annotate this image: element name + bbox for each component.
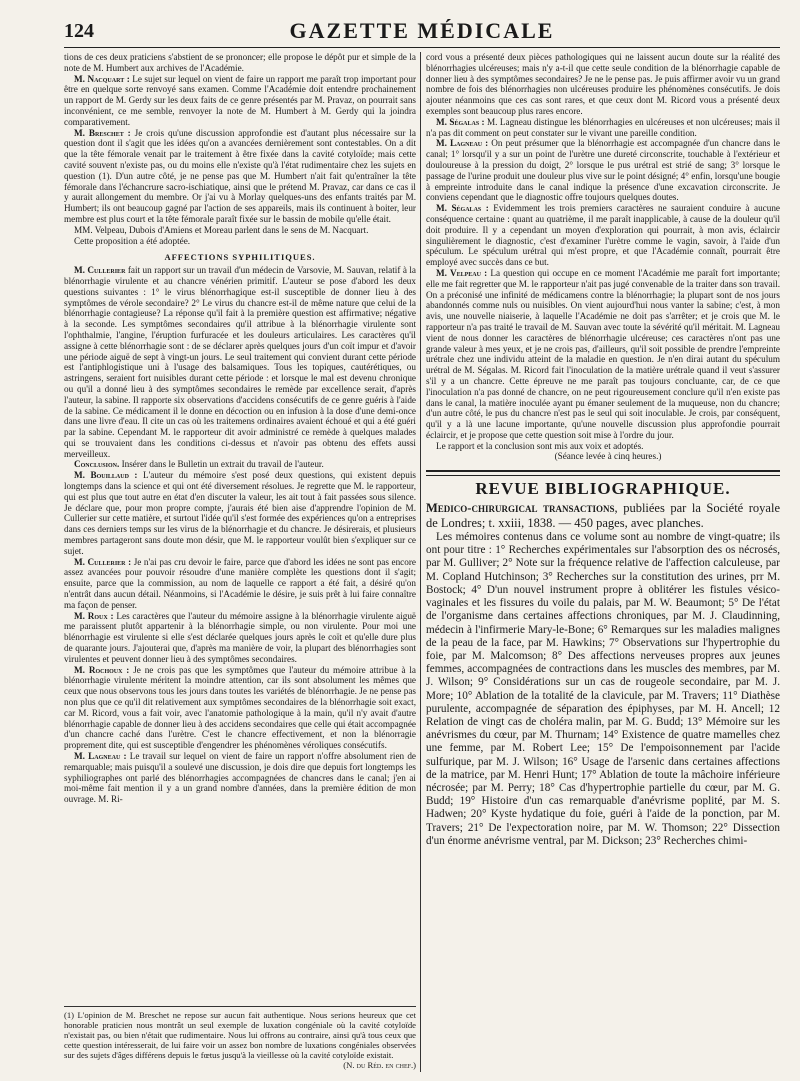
- paragraph: M. Ségalas : Evidemment les trois premiers caractères ne sauraient conduire à aucune conséquence certaine : quant au quatrième, il me paraît inapplicable, à cause de la douleur qu'il doit produire. Il y a cependant un moyen d'exploration qui pourrait, à mon avis, éclaircir singulièrement le diagnostic, c'est d'examiner l'urètre comme le vagin, savoir, à l'aide d'un spéculum. Le spéculum urétral qui m'est propre, et que l'Académie connaît, pourrait être employé avec succès dans ce but.: [426, 203, 780, 268]
- left-column: [64, 52, 416, 1006]
- paragraph: M. Lagneau : On peut présumer que la blénorrhagie est accompagnée d'un chancre dans le canal; 1° lorsqu'il y a sur un point de l'urètre une dureté circonscrite, touchable à l'extérieur et douloureuse à la pression du doigt, 2° lorsque le pus urétral est strié de sang; 3° lorsque le passage de l'urine produit une douleur plus vive sur le point désigné; 4° enfin, lorsqu'une bougie à empreinte introduite dans le canal indique la présence d'une excavation circonscrite. Je conviens cependant que le diagnostic offre toujours quelques doutes.: [426, 138, 780, 203]
- section-heading: AFFECTIONS SYPHILITIQUES.: [164, 252, 316, 263]
- column-divider: [420, 52, 421, 1072]
- revue-body: Les mémoires contenus dans ce volume sont au nombre de vingt-quatre; ils ont pour titre : 1° Recherches expérimentales sur l'absorption des os nécrosés, par M. Gulliver; 2° Note sur la fréquence relative de l'affection calculeuse, par M. Copland Hutchinson; 3° Recherches sur la constitution des urines, prr M. Bostock; 4° D'un nouvel instrument propre à oblitérer les fistules vésico-vaginales et les fissures du voile du palais, par M. W. Beaumont; 5° De l'état de l'organisme dans certaines affections chroniques, par M. J. Claudinning, médecin à l'infirmerie Mary-le-Bone; 6° Remarques sur les maladies malignes de la peau de la face, par M. Hawkins; 7° Observations sur l'hypertrophie du foie, par M. Malcomson; 8° Des affections nerveuses propres aux jeunes femmes, accompagnées de contractions dans les muscles des membres, par M. J. Wilson; 9° Considérations sur un cas de rougeole secondaire, par M. J. More; 10° Ablation de la totalité de la clavicule, par M. Travers; 11° Diathèse purulente, accompagnée de séparation des épiphyses, par M. H. Ancell; 12 Relation de vingt cas de choléra malin, par M. G. Budd; 13° Mémoire sur les anévrismes du cœur, par M. Thurnam; 14° Existence de quatre mamelles chez une femme, par M. Robert Lee; 15° De l'empoisonnement par l'acide sulfurique, par M. J. Wilson; 16° Usage de l'arsenic dans certaines affections de la matrice, par M. Henri Hunt; 17° Ablation de toute la mâchoire inférieure nécrosée; par M. Perry; 18° Cas d'hypertrophie partielle du cœur, par M. G. Budd; 19° Histoire d'un cas remarquable d'anévrisme poplité, par M. S. Hadwen; 20° Kyste hydatique du foie, guéri à l'aide de la ponction, par M. Travers; 21° De l'expectoration noire, par M. W. Thomson; 22° Dissection d'un énorme anévrisme ventral, par M. Dickson; 23° Recherches chimi-: [426, 531, 780, 847]
- paragraph: M. Rochoux : Je ne crois pas que les symptômes que l'auteur du mémoire attribue à la blénorrhagie virulente méritent la moindre attention, car ils sont absolument les mêmes que ceux que nous observons tous les jours dans toutes les variétés de blénorrhagie. Je ne pense pas non plus que ce qu'il dit relativement aux symptômes secondaires de la blénorrhagie soit exact, car M. Ricord, vous a fait voir, avec l'anatomie pathologique à la main, qu'il n'y avait d'autre blénorrhagie capable de donner lieu à des accidens secondaires que celle qui était accompagnée d'un chancre caché dans l'urètre. C'est le chancre effectivement, et non la blénorragie proprement dite, qui est susceptible d'engendrer les phénomènes véroliques consécutifs.: [64, 664, 416, 751]
- footnote: (1) L'opinion de M. Breschet ne repose sur aucun fait authentique. Nous serions heureux que cet honorable praticien nous montrât un seul exemple de luxation congéniale où la cavité cotyloïde n'existait pas, ou bien n'était que rudimentaire. Nous lui offrons au contraire, ainsi qu'à tous ceux que cette question intéresserait, de lui faire voir un assez bon nombre de luxations congéniales observées sur des sujets d'âges différens depuis le fœtus jusqu'à la vieillesse où la cavité cotyloïde existait. (N. du Réd. en chef.): [64, 1010, 416, 1070]
- paragraph: M. Nacquart : Le sujet sur lequel on vient de faire un rapport me paraît trop important pour être en quelque sorte renvoyé sans examen. Comme l'Académie doit entendre prochainement un rapport de M. Gerdy sur les deux faits de ce genre présentés par M. Pravaz, on pourrait sans inconvénient, ce me semble, renvoyer la note de M. Humbert à M. Gerdy qui la joindra comparativement.: [64, 73, 416, 127]
- footnote-rule: [64, 1006, 416, 1007]
- paragraph: Cette proposition a été adoptée.: [74, 235, 191, 246]
- paragraph: M. Lagneau : Le travail sur lequel on vient de faire un rapport n'offre absolument rien de remarquable; mais puisqu'il a soulevé une discussion, je dois dire que depuis fort longtemps les syphiliographes ont parlé des blénorrhagies accompagnées de chancres dans le canal; j'en ai moi-même fait mention il y a un grand nombre d'années, dans la première édition de mon ouvrage. M. Ri-: [64, 751, 416, 805]
- paragraph: M. Roux : Les caractères que l'auteur du mémoire assigne à la blénorrhagie virulente aiguë me paraissent plutôt appartenir à la blénorrhagie simple, ou non virulente. Pour moi une blénorrhagie est virulente si elle s'est déclarée quelques jours après le coït et qu'elle dure plus de quarante jours. J'ajouterai que, d'après ma manière de voir, la plupart des blénorrhagies sont virulentes et peuvent donner lieu à des symptômes secondaires.: [64, 610, 416, 664]
- paragraph: cord vous a présenté deux pièces pathologiques qui ne laissent aucun doute sur la réalité des blénorrhagies ulcéreuses; mais n'y a-t-il que cette seule condition de la blénorrhagie capable de donner lieu à des symptômes secondaires? Je ne le pense pas. Je puis affirmer avoir vu un grand nombre de fois des blénorrhagies non ulcéreuses produire les phénomènes consécutifs. Je dois ajouter néanmoins que ces cas sont rares, et que ceux dont M. Ricord vous a présenté deux exemples sont beaucoup plus rares encore.: [426, 52, 780, 116]
- page-header: [64, 18, 780, 44]
- journal-title: GAZETTE MÉDICALE: [289, 18, 555, 43]
- paragraph: tions de ces deux praticiens s'abstient de se prononcer; elle propose le dépôt pur et simple de la note de M. Humbert aux archives de l'Académie.: [64, 52, 416, 73]
- page-number: 124: [64, 20, 94, 42]
- footnote-signature: (N. du Réd. en chef.): [343, 1060, 416, 1070]
- double-rule: [426, 470, 780, 476]
- paragraph: M. Cullerier fait un rapport sur un travail d'un médecin de Varsovie, M. Sauvan, relatif à la blénorrhagie virulente et au chancre vénérien primitif. L'auteur se pose d'abord les deux questions suivantes : 1° le virus blénorrhagique est-il susceptible de donner lieu à des symptômes de vérole secondaire? 2° Le virus du chancre est-il de même nature que celui de la blénorrhagie contagieuse? La réponse qu'il fait à la première question est affirmative; négative à la seconde. Les symptômes secondaires qu'il attribue à la blénorrhagie virulente sont l'ophthalmie, l'angine, l'éruption furfuracée et les douleurs articulaires. Les caractères qu'il assigne à cette blénorrhagie sont : de se déclarer après quelques jours d'un coït impur et d'avoir une période aiguë de sept à vingt-un jours. Le seul traitement qui convient durant cette période est l'antiphlogistique uni à l'usage des balsamiques. Tous les topiques, cautérétiques, ou astringens, seraient fort nuisibles durant cette période : et lorsque le mal est devenu chronique ou qu'il a donné lieu à des symptômes secondaires le remède par excellence serait, d'après l'auteur, la sabine. Il rapporte six observations d'accidens consécutifs de ce genre guéris à l'aide de la sabine. Ce médicament il le donne en décoction ou en infusion à la dose d'une demi-once dans une livre d'eau. Il cite un cas où les traitemens ordinaires avaient échoué et qui a été guéri par la sabine. Cependant M. le rapporteur dit avoir administré ce remède à quelques malades qui se trouvaient dans les conditions ci-dessus et n'avoir pas obtenu des effets aussi merveilleux.: [64, 265, 416, 459]
- paragraph: MM. Velpeau, Dubois d'Amiens et Moreau parlent dans le sens de M. Nacquart.: [74, 224, 369, 235]
- paragraph: Conclusion. Insérer dans le Bulletin un extrait du travail de l'auteur.: [74, 459, 324, 470]
- paragraph: M. Breschet : Je crois qu'une discussion approfondie est d'autant plus nécessaire sur la question dont il s'agit que les idées qu'on a avancées dernièrement sont contestables. On a dit que la tête fémorale venait par le traitement à être fixée dans la cavité cotyloïde; mais cette cavité souvent n'existe pas, ou du moins elle n'existe qu'à l'état rudimentaire chez les sujets en question (1). D'un autre côté, je ne pense pas que M. Humbert n'ait fait qu'entraîner la tête fémorale dans l'échancrure sacro-ischiatique, ainsi que le prétend M. Pravaz, car dans ce cas il y aurait allongement du membre. Or j'ai vu à Morlay quelques-uns des enfants traités par M. Humbert; ils ont beaucoup gagné par l'action de ses appareils, mais ils continuent à boiter, leur membre est plus court et la tête fémorale paraît fixée sur le bassin de mobile qu'elle était.: [64, 127, 416, 224]
- session-end: (Séance levée à cinq heures.): [554, 451, 662, 462]
- header-rule: [64, 47, 780, 48]
- paragraph: M. Bouillaud : L'auteur du mémoire s'est posé deux questions, qui existent depuis longtemps dans la science et qui ont été diversement résolues. Je regrette que M. le rapporteur, qui est plus que tout autre en état d'en discuter la valeur, les ait tout à fait passées sous silence. Je déclare que, pour mon propre compte, j'aurais été bien aise d'apprendre l'opinion de M. Cullerier sur cette matière, et surtout l'idée qu'il s'est formée des expériences qu'on a entreprises dans ces derniers temps sur les virus de la blénorrhagie et du chancre. Je désirerais, et plusieurs membres partageront sans doute mon désir, que M. le rapporteur voulût bien s'expliquer sur ce sujet.: [64, 470, 416, 556]
- paragraph: M. Velpeau : La question qui occupe en ce moment l'Académie me paraît fort importante; elle me fait regretter que M. le rapporteur n'ait pas jugé convenable de la traiter dans son travail. On a préconisé une infinité de médicamens contre la blénorrhagie; la plupart sont de nos jours abandonnés comme nuls ou nuisibles. On vient aujourd'hui nous vanter la sabine; c'est, à mon avis, une nouvelle niaiserie, à laquelle l'Académie ne doit pas s'arrêter; et je crois que M. le rapporteur n'a pas traité le travail de M. Sauvan avec toute la sévérité qu'il méritait. M. Lagneau vient de nous donner les caractères de blénorrhagie ulcéreuse; ces caractères n'ont pas une grande valeur à mes yeux, et je ne crois pas, d'ailleurs, qu'il soit possible de prendre l'empreinte urétrale chez une individu atteint de la maladie en question. Je n'en dirai autant du spéculum urétral de M. Ségalas. M. Ricord fait l'inoculation de la matière urétrale quand il veut s'assurer s'il y a un chancre. Cette épreuve ne me paraît pas toujours concluante, car, de ce que l'inoculation n'a pas donné de chancre, on ne peut rigoureusement conclure qu'il n'en existe pas dans le canal, la matière inoculée ayant pu émaner seulement de la muqueuse, non du chancre; d'un autre côté, le pus du chancre n'est pas le seul qui soit inoculable. Je crois, par conséquent, qu'il y a là une lacune importante, qu'une nouvelle discussion plus approfondie pourrait éclaircir, et je propose que cette question soit mise à l'ordre du jour.: [426, 267, 780, 440]
- paragraph: M. Cullerier : Je n'ai pas cru devoir le faire, parce que d'abord les idées ne sont pas encore assez avancées pour pouvoir résoudre d'une manière complète les questions dont il s'agit; ensuite, parce que la commission, au nom de laquelle ce rapport a été fait, a désiré qu'on n'entrât dans aucun détail. Néanmoins, si l'Académie le désire, je suis prêt à lui faire connaître ma façon de penser.: [64, 556, 416, 610]
- paragraph: M. Ségalas : M. Lagneau distingue les blénorrhagies en ulcéreuses et non ulcéreuses; mais il n'a pas dit comment on peut constater sur le vivant une pareille condition.: [426, 116, 780, 138]
- right-column: [426, 52, 780, 1072]
- revue-title: REVUE BIBLIOGRAPHIQUE.: [475, 479, 731, 499]
- book-reference: Medico-chirurgical transactions, publiées par la Société royale de Londres; t. xxiii, 1838. — 450 pages, avec planches.: [426, 501, 780, 531]
- paragraph: Le rapport et la conclusion sont mis aux voix et adoptés.: [436, 440, 644, 451]
